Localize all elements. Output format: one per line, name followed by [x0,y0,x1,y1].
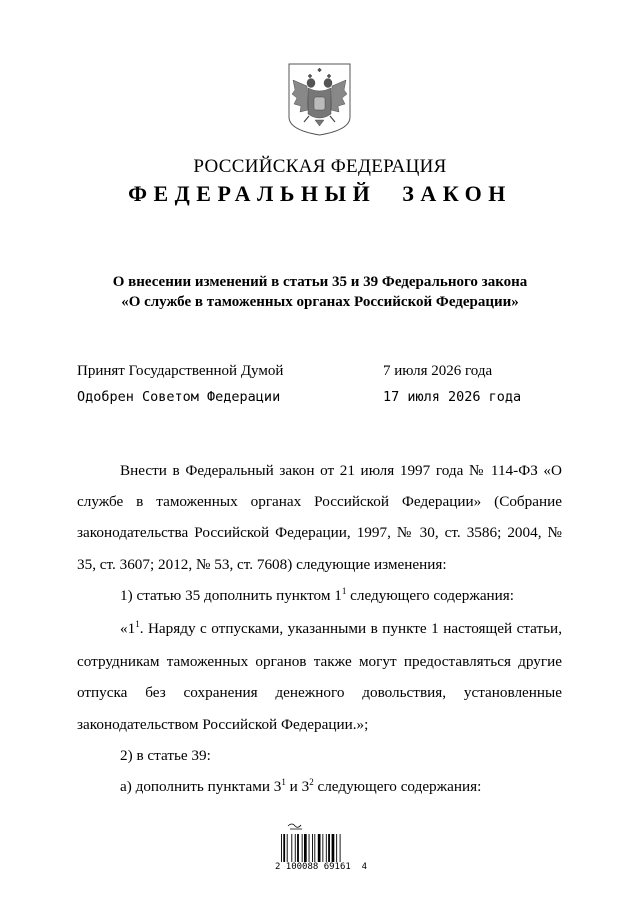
superscript: 2 [309,777,314,788]
barcode-bar [318,834,321,862]
barcode-bar [322,834,323,862]
duma-adoption-date: 7 июля 2026 года [383,363,493,379]
barcode-bar [309,834,310,862]
law-title-line-2: «О службе в таможенных органах Российской Федерации» [121,294,519,310]
amendment-item-1 [77,580,562,613]
barcode-bar [326,834,327,862]
quoted-new-paragraph [77,613,562,740]
country-name: РОССИЙСКАЯ ФЕДЕРАЦИЯ [193,156,447,177]
amendment-item-1-text: 1) статью 35 дополнить пунктом 1 [120,586,342,604]
document-type: ФЕДЕРАЛЬНЫЙ ЗАКОН [128,181,512,206]
quote-opening: «1 [120,620,136,638]
amendment-item-1-text-end: следующего содержания: [346,586,515,604]
barcode-bar [340,834,341,862]
amendment-item-2a [77,771,562,804]
superscript: 1 [135,619,140,630]
barcode-bar [287,834,288,862]
barcode-bar [302,834,303,862]
law-title-line-1: О внесении изменений в статьи 35 и 39 Федерального закона [112,274,528,290]
amendment-item-2a-text-end: следующего содержания: [313,778,482,796]
amendment-item-2a-text-mid: и 3 [285,778,310,796]
barcode-bar [312,834,313,862]
barcode-bar [336,834,337,862]
duma-adoption-label: Принят Государственной Думой [77,363,284,379]
barcode-bar [328,834,330,862]
barcode-bar [332,834,335,862]
barcode-bar [295,834,296,862]
law-body [77,455,562,804]
barcode [280,820,360,864]
barcode-bar [304,834,307,862]
superscript: 1 [281,777,286,788]
quote-text: . Наряду с отпусками, указанными в пункте 1 настоящей статьи, сотрудникам таможенных органов также могут предоставляться другие отпуска без сохранения денежного довольствия, установленные законодательством Российской Федерации.»; [77,620,562,733]
amendment-item-2: 2) в статье 39: [120,746,211,764]
barcode-bar [281,834,282,862]
double-headed-eagle-icon [287,62,352,136]
barcode-number: 2 100088 69161 4 [274,862,368,872]
body-intro-paragraph: Внести в Федеральный закон от 21 июля 1997 года № 114-ФЗ «О службе в таможенных органах Российской Федерации» (Собрание законодательства Российской Федерации, 1997, № 30, ст. 3586; 2004, № 35, ст. 3607; 2012, № 53, ст. 7608) следующие изменения: [77,462,562,573]
law-title [0,272,640,312]
amendment-item-2a-text: а) дополнить пунктами 3 [120,778,282,796]
barcode-bar [297,834,299,862]
council-approval-date: 17 июля 2026 года [383,389,522,405]
barcode-bar [314,834,315,862]
superscript: 1 [341,585,347,596]
barcode-bar [283,834,285,862]
council-approval-label: Одобрен Советом Федерации [77,389,281,405]
barcode-bar [291,834,292,862]
